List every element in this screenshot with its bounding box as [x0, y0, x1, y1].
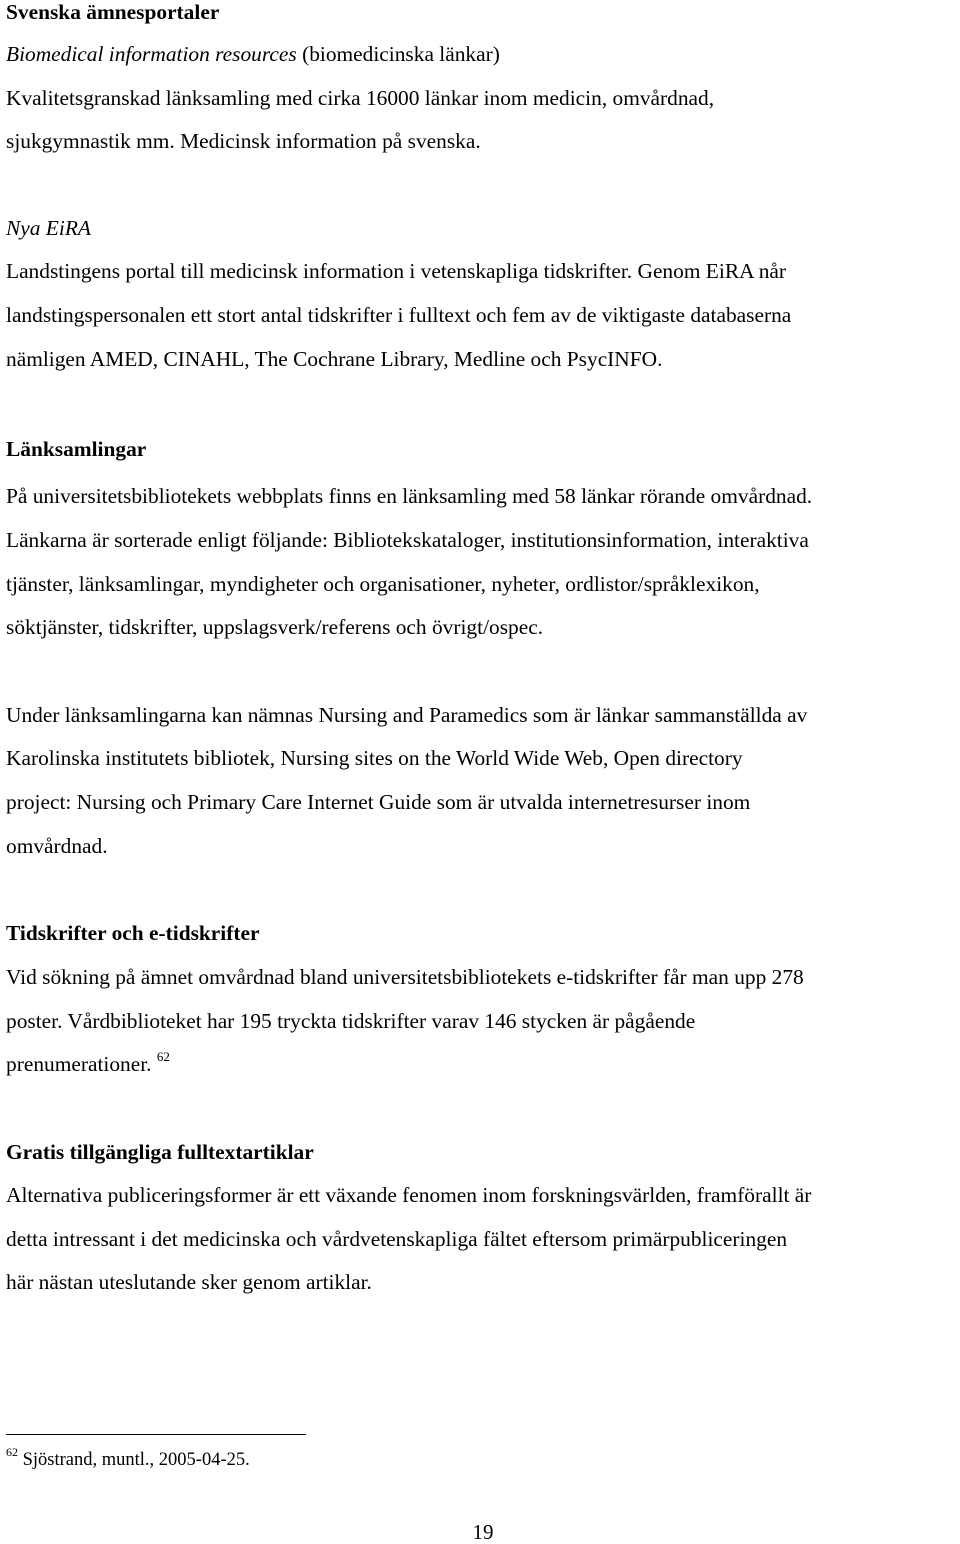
- journals-line-1: Vid sökning på ämnet omvårdnad bland universitetsbibliotekets e-tidskrifter får man upp 278: [6, 965, 804, 989]
- footnote-reference[interactable]: 62: [156, 1049, 170, 1064]
- links-p2-line-2: Karolinska institutets bibliotek, Nursing sites on the World Wide Web, Open directory: [6, 746, 743, 770]
- footnote-text: Sjöstrand, muntl., 2005-04-25.: [22, 1450, 250, 1470]
- footnote-separator: [6, 1434, 306, 1435]
- section-heading-portals: Svenska ämnesportaler: [6, 0, 220, 24]
- footnote: [6, 1445, 250, 1473]
- eira-desc-line-3: nämligen AMED, CINAHL, The Cochrane Library, Medline och PsycINFO.: [6, 347, 663, 371]
- bmir-desc-line-2: sjukgymnastik mm. Medicinsk information på svenska.: [6, 129, 481, 153]
- journals-line-3: [6, 1049, 170, 1079]
- links-p1-line-3: tjänster, länksamlingar, myndigheter och organisationer, nyheter, ordlistor/språklexikon,: [6, 572, 760, 596]
- links-p1-line-1: På universitetsbibliotekets webbplats finns en länksamling med 58 länkar rörande omvårdnad.: [6, 484, 813, 508]
- footnote-number: 62: [6, 1445, 18, 1459]
- bmir-title-rest: (biomedicinska länkar): [296, 42, 500, 66]
- page-number: 19: [472, 1520, 494, 1544]
- free-articles-line-1: Alternativa publiceringsformer är ett växande fenomen inom forskningsvärlden, framförallt är: [6, 1183, 812, 1207]
- links-p2-line-1: Under länksamlingarna kan nämnas Nursing and Paramedics som är länkar sammanställda av: [6, 703, 808, 727]
- links-p2-line-3: project: Nursing och Primary Care Internet Guide som är utvalda internetresurser inom: [6, 790, 751, 814]
- free-articles-line-3: här nästan uteslutande sker genom artiklar.: [6, 1270, 372, 1294]
- links-p1-line-4: söktjänster, tidskrifter, uppslagsverk/referens och övrigt/ospec.: [6, 615, 544, 639]
- eira-desc-line-2: landstingspersonalen ett stort antal tidskrifter i fulltext och fem av de viktigaste databaserna: [6, 303, 792, 327]
- journals-line-2: poster. Vårdbiblioteket har 195 tryckta tidskrifter varav 146 stycken är pågående: [6, 1009, 696, 1033]
- bmir-title-line: [6, 42, 500, 66]
- section-heading-free-articles: Gratis tillgängliga fulltextartiklar: [6, 1140, 314, 1164]
- eira-title: Nya EiRA: [6, 216, 91, 240]
- document-page: [6, 0, 960, 1543]
- links-p2-line-4: omvårdnad.: [6, 834, 108, 858]
- section-heading-links: Länksamlingar: [6, 437, 147, 461]
- journals-line-3-text: prenumerationer.: [6, 1052, 152, 1076]
- bmir-title: Biomedical information resources: [6, 42, 297, 66]
- eira-desc-line-1: Landstingens portal till medicinsk information i vetenskapliga tidskrifter. Genom EiRA når: [6, 259, 787, 283]
- links-p1-line-2: Länkarna är sorterade enligt följande: Bibliotekskataloger, institutionsinformation, interaktiva: [6, 528, 809, 552]
- section-heading-journals: Tidskrifter och e-tidskrifter: [6, 921, 260, 945]
- bmir-desc-line-1: Kvalitetsgranskad länksamling med cirka 16000 länkar inom medicin, omvårdnad,: [6, 86, 715, 110]
- free-articles-line-2: detta intressant i det medicinska och vårdvetenskapliga fältet eftersom primärpubliceringen: [6, 1227, 788, 1251]
